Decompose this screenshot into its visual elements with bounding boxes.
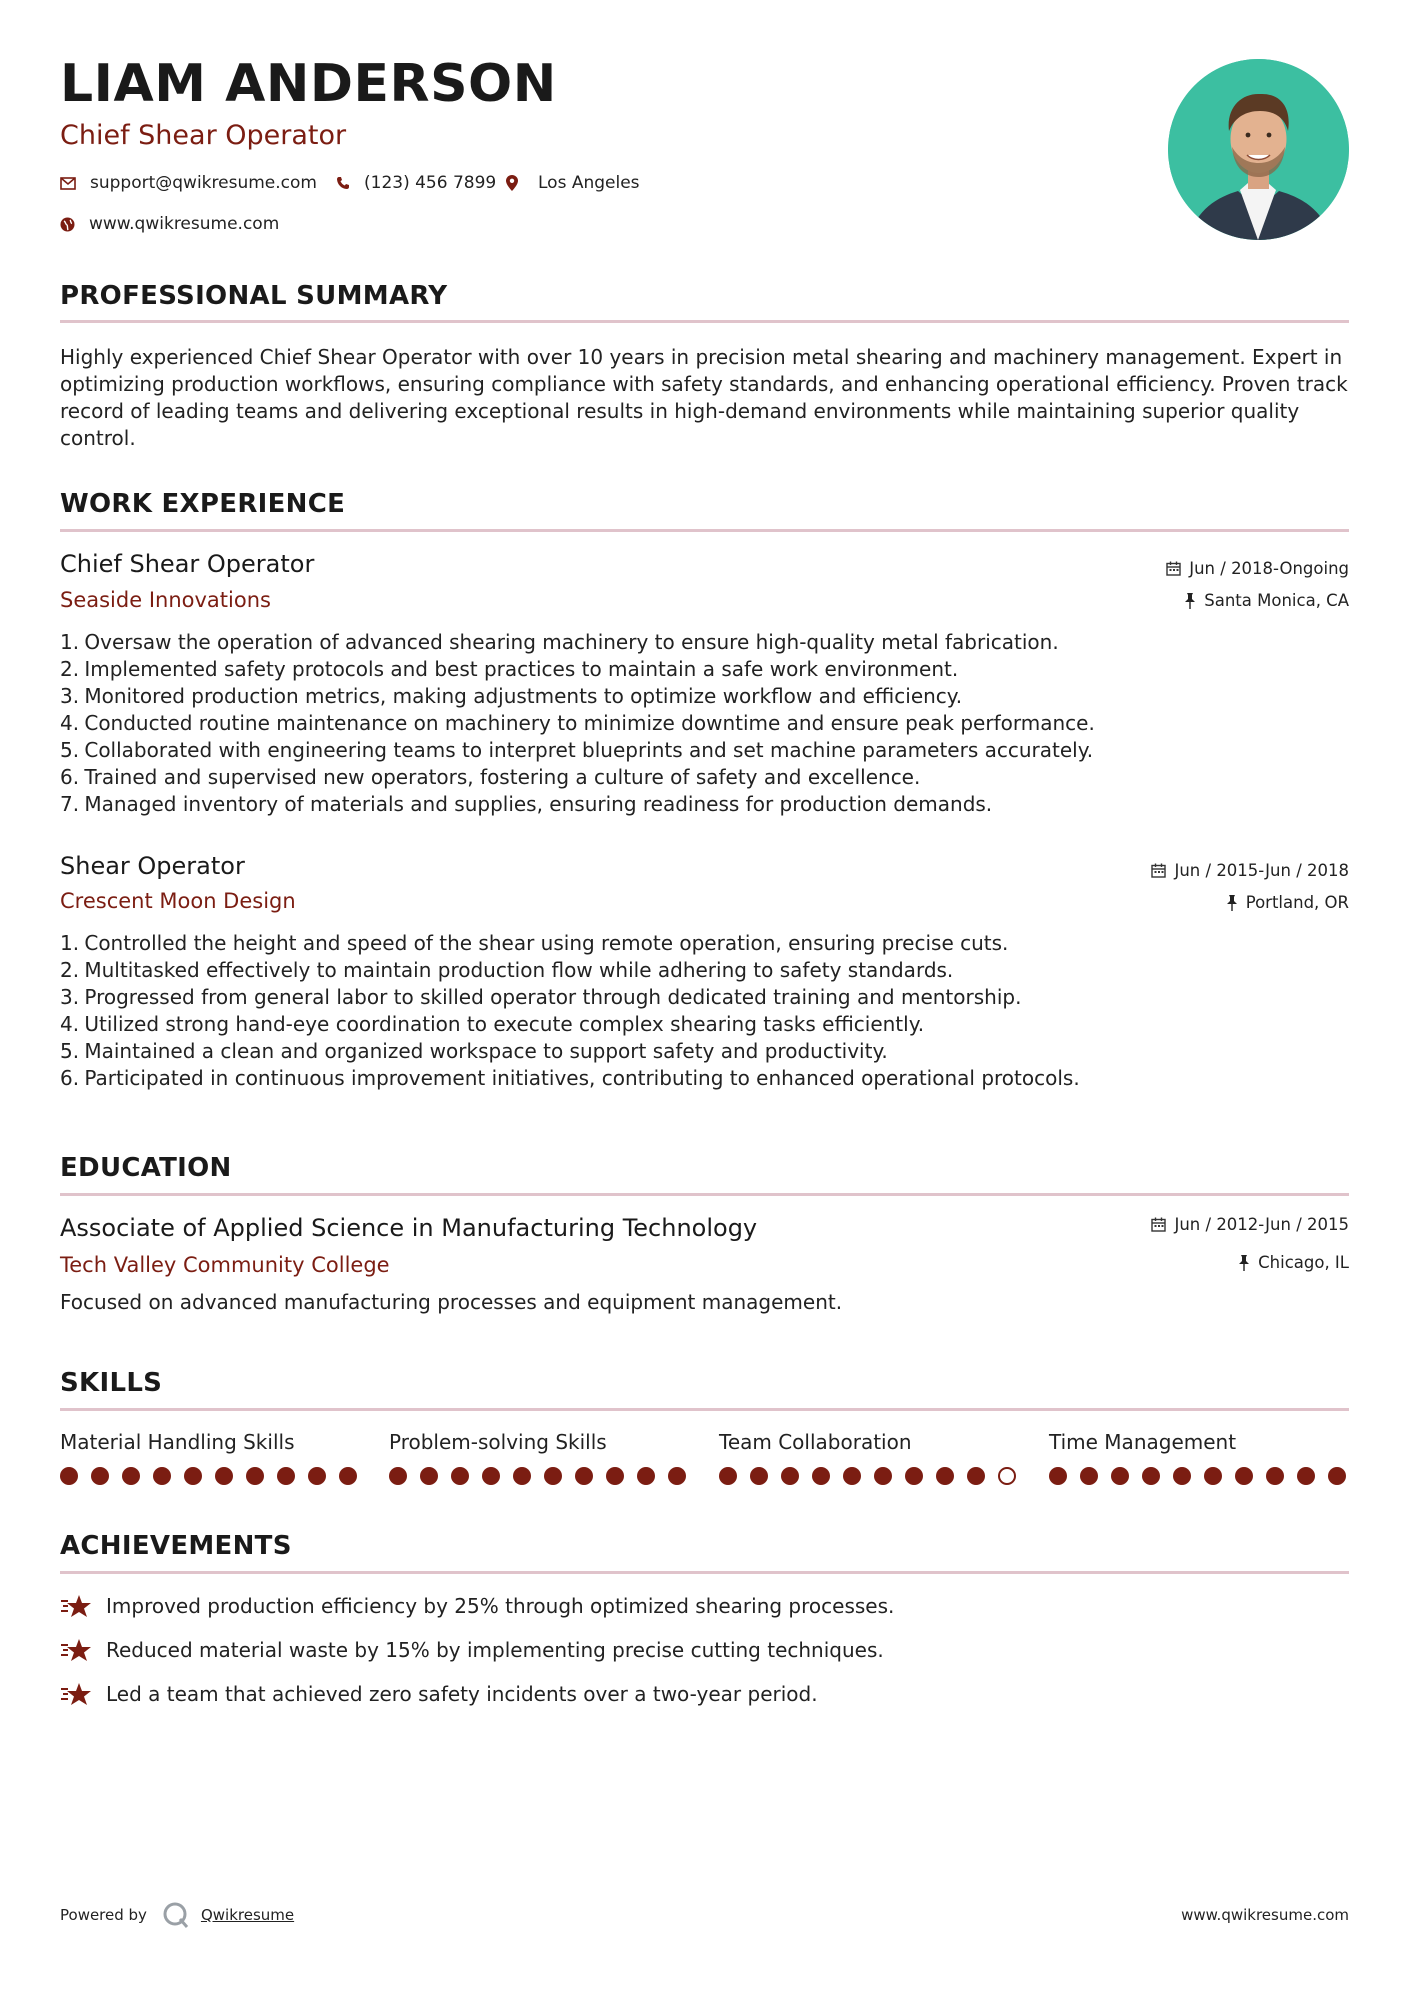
job-bullets — [60, 930, 1310, 1092]
skills-heading: SKILLS — [60, 1368, 163, 1398]
calendar-icon — [1151, 863, 1166, 878]
rating-dot-filled — [153, 1467, 171, 1485]
rating-dot-filled — [122, 1467, 140, 1485]
job-dates-text: Jun / 2015-Jun / 2018 — [1174, 861, 1349, 880]
rating-dot-filled — [420, 1467, 438, 1485]
powered-by-label: Powered by — [60, 1906, 147, 1924]
achievement-text: Reduced material waste by 15% by implementing precise cutting techniques. — [106, 1638, 884, 1662]
job-dates-text: Jun / 2018-Ongoing — [1189, 559, 1349, 578]
rating-dot-filled — [482, 1467, 500, 1485]
rating-dot-filled — [668, 1467, 686, 1485]
job-location — [1184, 591, 1349, 610]
list-item: 1. Controlled the height and speed of the shear using remote operation, ensuring precise cuts. — [60, 931, 1009, 955]
footer-website[interactable]: www.qwikresume.com — [1181, 1906, 1349, 1924]
star-icon — [60, 1637, 92, 1663]
star-icon — [60, 1593, 92, 1619]
candidate-title: Chief Shear Operator — [60, 120, 347, 151]
summary-divider — [60, 320, 1349, 323]
skill-name: Material Handling Skills — [60, 1430, 295, 1454]
rating-dot-filled — [719, 1467, 737, 1485]
list-item: 6. Participated in continuous improvement initiatives, contributing to enhanced operational protocols. — [60, 1066, 1080, 1090]
education-description: Focused on advanced manufacturing processes and equipment management. — [60, 1290, 843, 1314]
achievement-item — [60, 1637, 884, 1663]
rating-dot-filled — [451, 1467, 469, 1485]
rating-dot-filled — [339, 1467, 357, 1485]
rating-dot-filled — [544, 1467, 562, 1485]
skill-rating — [60, 1467, 357, 1485]
skill-item — [1049, 1430, 1346, 1485]
skill-rating — [719, 1467, 1016, 1485]
job-location-text: Santa Monica, CA — [1204, 591, 1349, 610]
profile-photo — [1168, 59, 1349, 240]
contact-website[interactable] — [60, 214, 279, 234]
skill-item — [389, 1430, 686, 1485]
list-item: 7. Managed inventory of materials and supplies, ensuring readiness for production demands. — [60, 792, 993, 816]
degree-title: Associate of Applied Science in Manufacturing Technology — [60, 1214, 758, 1242]
job-title: Chief Shear Operator — [60, 550, 315, 578]
list-item: 3. Progressed from general labor to skilled operator through dedicated training and mentorship. — [60, 985, 1022, 1009]
experience-divider — [60, 529, 1349, 532]
experience-heading: WORK EXPERIENCE — [60, 489, 346, 519]
list-item: 5. Collaborated with engineering teams to interpret blueprints and set machine parameters accurately. — [60, 738, 1094, 762]
rating-dot-filled — [1266, 1467, 1284, 1485]
job-dates — [1166, 559, 1349, 578]
skill-name: Time Management — [1049, 1430, 1237, 1454]
summary-text: Highly experienced Chief Shear Operator with over 10 years in precision metal shearing and machinery management. Expert in optimizing production workflows, ensuring compliance with safety standards, and enhancing operational efficiency. Proven track record of leading teams and delivering exceptional results in high-demand environments while maintaining superior quality control. — [60, 345, 1348, 450]
skill-name: Problem-solving Skills — [389, 1430, 607, 1454]
email-text: support@qwikresume.com — [90, 173, 317, 193]
rating-dot-filled — [874, 1467, 892, 1485]
pushpin-icon — [1226, 895, 1238, 911]
website-text: www.qwikresume.com — [89, 214, 280, 234]
job-bullets — [60, 629, 1310, 818]
rating-dot-filled — [1111, 1467, 1129, 1485]
skill-rating — [1049, 1467, 1346, 1485]
list-item: 1. Oversaw the operation of advanced shearing machinery to ensure high-quality metal fabrication. — [60, 630, 1059, 654]
rating-dot-filled — [91, 1467, 109, 1485]
rating-dot-filled — [389, 1467, 407, 1485]
rating-dot-filled — [750, 1467, 768, 1485]
rating-dot-filled — [1297, 1467, 1315, 1485]
rating-dot-filled — [1173, 1467, 1191, 1485]
list-item: 2. Multitasked effectively to maintain production flow while adhering to safety standards. — [60, 958, 954, 982]
map-pin-icon — [506, 175, 518, 191]
achievement-item — [60, 1593, 894, 1619]
skill-name: Team Collaboration — [719, 1430, 912, 1454]
education-dates — [1151, 1215, 1349, 1234]
summary-heading: PROFESSIONAL SUMMARY — [60, 281, 448, 311]
rating-dot-filled — [843, 1467, 861, 1485]
contact-phone[interactable] — [336, 173, 496, 193]
calendar-icon — [1166, 561, 1181, 576]
education-location — [1238, 1253, 1349, 1272]
skill-item — [719, 1430, 1016, 1485]
pushpin-icon — [1184, 593, 1196, 609]
education-location-text: Chicago, IL — [1258, 1253, 1349, 1272]
phone-text: (123) 456 7899 — [364, 173, 497, 193]
rating-dot-filled — [513, 1467, 531, 1485]
rating-dot-filled — [1049, 1467, 1067, 1485]
footer-powered-by — [60, 1900, 294, 1930]
achievements-divider — [60, 1571, 1349, 1574]
qwikresume-logo-icon — [161, 1900, 191, 1930]
rating-dot-filled — [246, 1467, 264, 1485]
star-icon — [60, 1681, 92, 1707]
rating-dot-filled — [277, 1467, 295, 1485]
list-item: 2. Implemented safety protocols and best practices to maintain a safe work environment. — [60, 657, 959, 681]
skills-divider — [60, 1408, 1349, 1411]
rating-dot-filled — [1080, 1467, 1098, 1485]
rating-dot-filled — [781, 1467, 799, 1485]
list-item: 4. Utilized strong hand-eye coordination to execute complex shearing tasks efficiently. — [60, 1012, 925, 1036]
rating-dot-filled — [637, 1467, 655, 1485]
achievement-item — [60, 1681, 818, 1707]
job-company: Seaside Innovations — [60, 588, 271, 612]
globe-icon — [60, 217, 75, 232]
job-company: Crescent Moon Design — [60, 889, 296, 913]
school-name: Tech Valley Community College — [60, 1253, 390, 1277]
list-item: 6. Trained and supervised new operators, fostering a culture of safety and excellence. — [60, 765, 921, 789]
achievements-heading: ACHIEVEMENTS — [60, 1531, 292, 1561]
achievement-text: Improved production efficiency by 25% through optimized shearing processes. — [106, 1594, 895, 1618]
job-dates — [1151, 861, 1349, 880]
list-item: 5. Maintained a clean and organized workspace to support safety and productivity. — [60, 1039, 888, 1063]
rating-dot-filled — [812, 1467, 830, 1485]
rating-dot-filled — [60, 1467, 78, 1485]
rating-dot-filled — [1328, 1467, 1346, 1485]
rating-dot-filled — [967, 1467, 985, 1485]
qwikresume-link[interactable]: Qwikresume — [200, 1906, 295, 1924]
education-heading: EDUCATION — [60, 1153, 232, 1183]
rating-dot-filled — [215, 1467, 233, 1485]
rating-dot-filled — [575, 1467, 593, 1485]
list-item: 4. Conducted routine maintenance on machinery to minimize downtime and ensure peak performance. — [60, 711, 1095, 735]
contact-email[interactable] — [60, 173, 317, 193]
education-dates-text: Jun / 2012-Jun / 2015 — [1174, 1215, 1349, 1234]
rating-dot-filled — [1142, 1467, 1160, 1485]
job-location-text: Portland, OR — [1245, 893, 1349, 912]
location-text: Los Angeles — [538, 173, 640, 193]
contact-location — [506, 173, 640, 193]
rating-dot-filled — [1204, 1467, 1222, 1485]
rating-dot-filled — [308, 1467, 326, 1485]
rating-dot-empty — [998, 1467, 1016, 1485]
rating-dot-filled — [936, 1467, 954, 1485]
rating-dot-filled — [905, 1467, 923, 1485]
skill-rating — [389, 1467, 686, 1485]
job-title: Shear Operator — [60, 852, 245, 880]
envelope-icon — [60, 177, 76, 190]
rating-dot-filled — [1235, 1467, 1253, 1485]
job-location — [1226, 893, 1349, 912]
education-divider — [60, 1193, 1349, 1196]
phone-icon — [336, 176, 350, 190]
achievement-text: Led a team that achieved zero safety incidents over a two-year period. — [106, 1682, 818, 1706]
list-item: 3. Monitored production metrics, making adjustments to optimize workflow and efficiency. — [60, 684, 963, 708]
rating-dot-filled — [184, 1467, 202, 1485]
skill-item — [60, 1430, 357, 1485]
rating-dot-filled — [606, 1467, 624, 1485]
candidate-name: LIAM ANDERSON — [60, 54, 557, 114]
calendar-icon — [1151, 1217, 1166, 1232]
pushpin-icon — [1238, 1255, 1250, 1271]
